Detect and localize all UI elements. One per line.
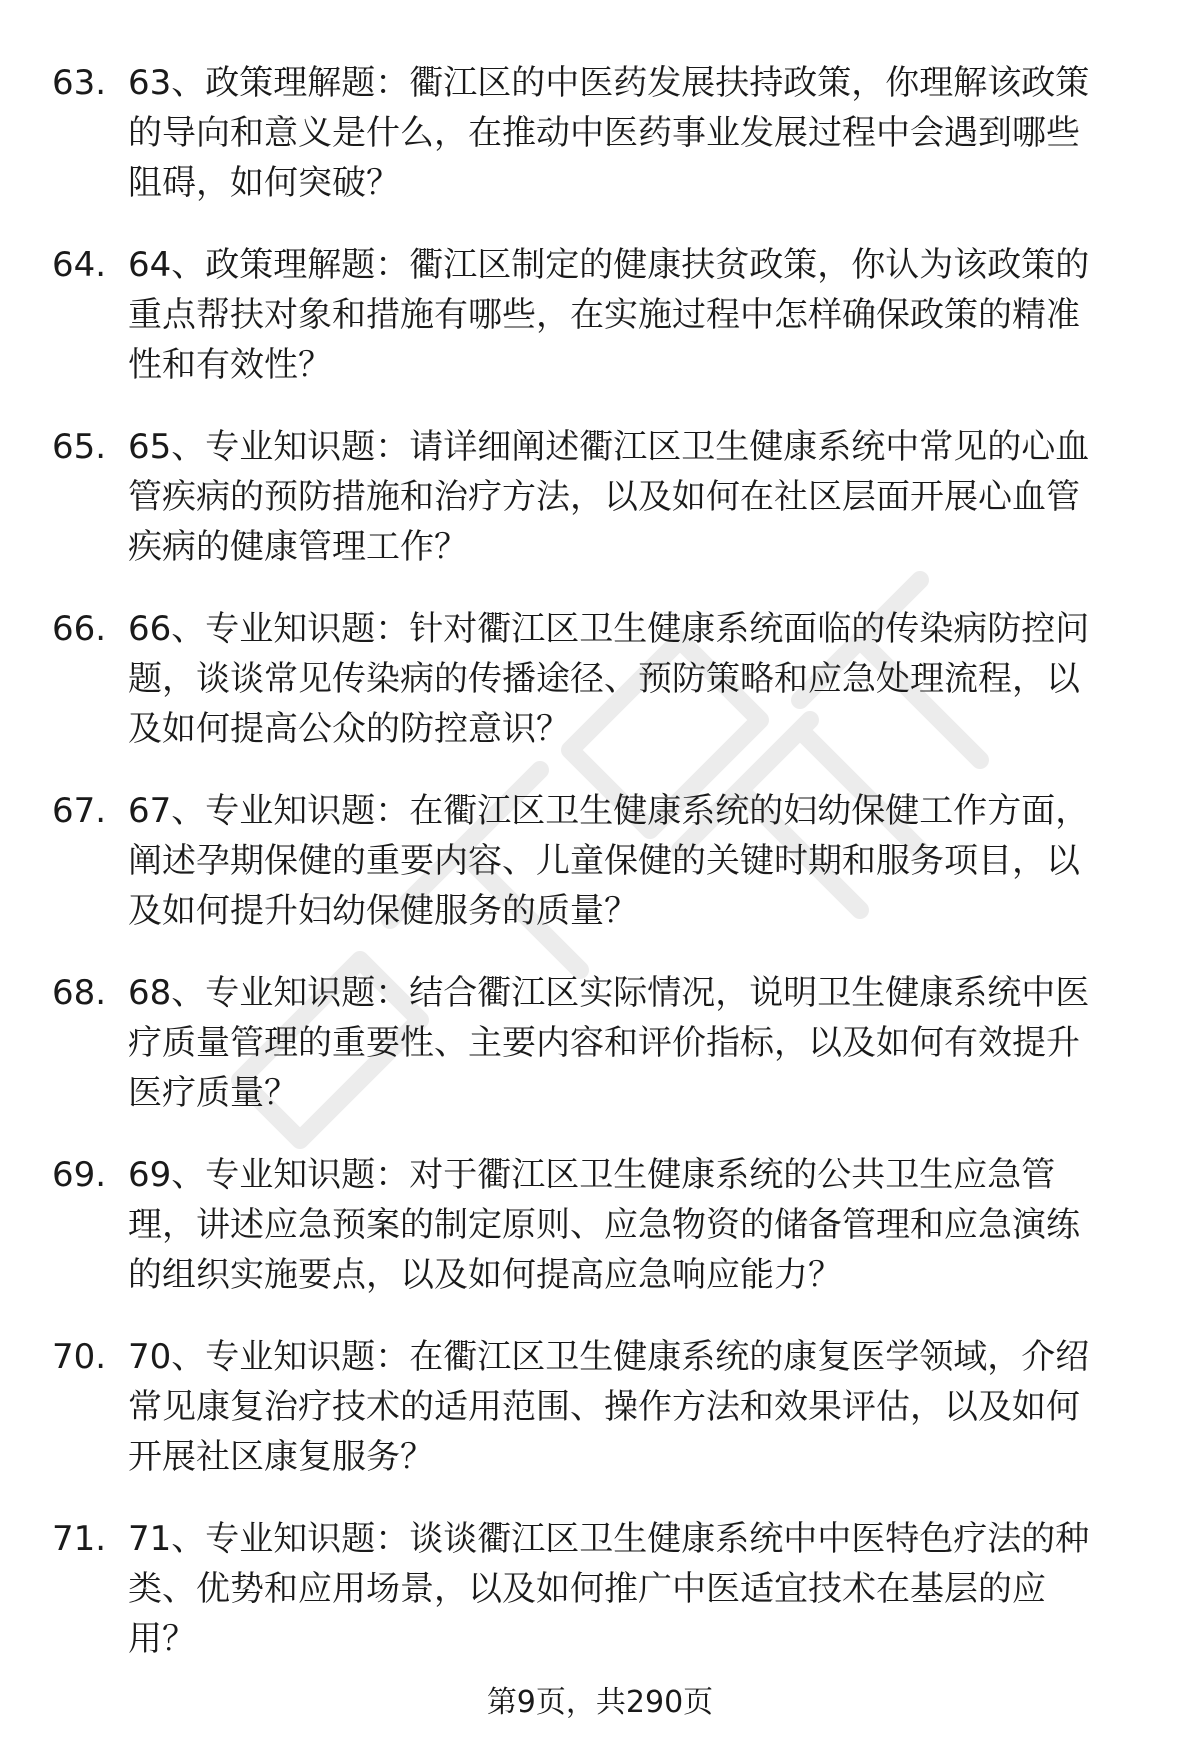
question-item: [0, 58, 1200, 240]
question-item: [0, 968, 1200, 1150]
question-number: 63.: [52, 63, 107, 103]
question-number: 65.: [52, 427, 107, 467]
question-text: 63、政策理解题：衢江区的中医药发展扶持政策，你理解该政策 的导向和意义是什么，在推动中医药事业发展过程中会遇到哪些 阻碍，如何突破？: [128, 63, 1090, 203]
question-item: [0, 1332, 1200, 1514]
question-text: 67、专业知识题：在衢江区卫生健康系统的妇幼保健工作方面， 阐述孕期保健的重要内容、儿童保健的关键时期和服务项目，以 及如何提升妇幼保健服务的质量？: [128, 791, 1090, 931]
question-text: 68、专业知识题：结合衢江区实际情况，说明卫生健康系统中医 疗质量管理的重要性、主要内容和评价指标，以及如何有效提升 医疗质量？: [128, 973, 1090, 1113]
question-item: [0, 1150, 1200, 1332]
question-text: 71、专业知识题：谈谈衢江区卫生健康系统中中医特色疗法的种 类、优势和应用场景，以及如何推广中医适宜技术在基层的应 用？: [128, 1519, 1090, 1659]
question-number: 64.: [52, 245, 107, 285]
question-item: [0, 604, 1200, 786]
question-text: 65、专业知识题：请详细阐述衢江区卫生健康系统中常见的心血 管疾病的预防措施和治疗方法，以及如何在社区层面开展心血管 疾病的健康管理工作？: [128, 427, 1090, 567]
question-list: [0, 58, 1200, 1696]
page-footer: [0, 1683, 1200, 1723]
question-text: 69、专业知识题：对于衢江区卫生健康系统的公共卫生应急管 理，讲述应急预案的制定原则、应急物资的储备管理和应急演练 的组织实施要点，以及如何提高应急响应能力？: [128, 1155, 1080, 1295]
question-item: [0, 786, 1200, 968]
question-item: [0, 1514, 1200, 1696]
question-item: [0, 240, 1200, 422]
question-number: 71.: [52, 1519, 107, 1559]
question-item: [0, 422, 1200, 604]
question-number: 67.: [52, 791, 107, 831]
question-number: 68.: [52, 973, 107, 1013]
page-indicator: 第9页，共290页: [486, 1685, 714, 1720]
question-text: 70、专业知识题：在衢江区卫生健康系统的康复医学领域，介绍 常见康复治疗技术的适用范围、操作方法和效果评估，以及如何 开展社区康复服务？: [128, 1337, 1090, 1477]
question-text: 66、专业知识题：针对衢江区卫生健康系统面临的传染病防控问 题，谈谈常见传染病的传播途径、预防策略和应急处理流程，以 及如何提高公众的防控意识？: [128, 609, 1090, 749]
question-number: 70.: [52, 1337, 107, 1377]
question-text: 64、政策理解题：衢江区制定的健康扶贫政策，你认为该政策的 重点帮扶对象和措施有哪些，在实施过程中怎样确保政策的精准 性和有效性？: [128, 245, 1090, 385]
question-number: 69.: [52, 1155, 107, 1195]
question-number: 66.: [52, 609, 107, 649]
